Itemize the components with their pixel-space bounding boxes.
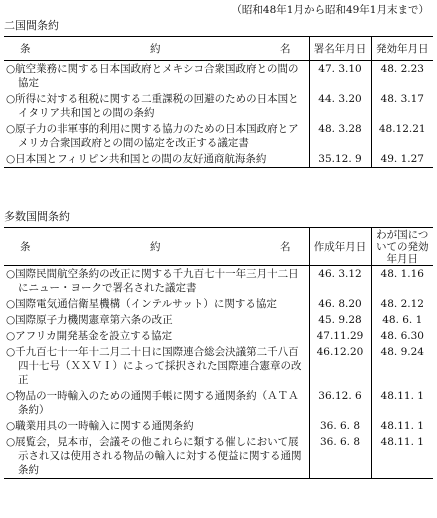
- table-row: [4, 328, 433, 344]
- date-1: 48. 3.28: [309, 121, 371, 151]
- period-note: （昭和48年1月から昭和49年1月末まで）: [231, 4, 429, 16]
- treaty-title: ○千九百七十一年十二月二十日に国際連合総会決議第二千八百四十七号（ＸＸＶＩ）によって採択された国際連合憲章の改正: [6, 346, 302, 386]
- date-2: 48. 2.23: [371, 61, 433, 92]
- treaty-title: ○国際電気通信衛星機構（インテルサット）に関する協定: [6, 298, 277, 310]
- multilateral-table: [4, 227, 433, 479]
- table-row: [4, 91, 433, 121]
- date-1: 44. 3.20: [309, 91, 371, 121]
- date-2: 48.12.21: [371, 121, 433, 151]
- treaty-title: ○物品の一時輸入のための通関手帳に関する通関条約（ＡＴＡ条約）: [6, 390, 299, 416]
- table-row: [4, 312, 433, 328]
- date-1: 46. 8.20: [309, 296, 371, 312]
- date-1: 46.12.20: [309, 344, 371, 388]
- date-2: 48. 6.30: [371, 328, 433, 344]
- treaty-title: ○アフリカ開発基金を設立する協定: [6, 330, 173, 342]
- bilateral-heading: 二国間条約: [4, 19, 59, 32]
- date-1: 36. 6. 8: [309, 418, 371, 434]
- table-row: [4, 388, 433, 418]
- col-treaty-name: 条 約 名: [4, 37, 309, 61]
- treaty-title: ○所得に対する租税に関する二重課税の回避のための日本国とイタリア共和国との間の条約: [6, 93, 299, 119]
- table-row: [4, 151, 433, 168]
- date-1: 35.12. 9: [309, 151, 371, 168]
- date-2: 48. 3.17: [371, 91, 433, 121]
- date-1: 36. 6. 8: [309, 434, 371, 479]
- date-1: 47.11.29: [309, 328, 371, 344]
- table-row: [4, 61, 433, 92]
- date-2: 48. 9.24: [371, 344, 433, 388]
- treaty-title: ○原子力の非軍事的利用に関する協力のための日本国政府とアメリカ合衆国政府との間の協定を改正する議定書: [6, 123, 299, 149]
- col-effective-date: 発効年月日: [371, 37, 433, 61]
- date-1: 45. 9.28: [309, 312, 371, 328]
- col-effective-date-japan: わが国についての発効年月日: [371, 228, 433, 266]
- date-2: 48. 6. 1: [371, 312, 433, 328]
- bilateral-table: [4, 36, 433, 168]
- date-2: 49. 1.27: [371, 151, 433, 168]
- treaty-title: ○展覧会，見本市，会議その他これらに類する催しにおいて展示され又は使用される物品の輸入に対する便益に関する通関条約: [4, 434, 309, 479]
- treaty-title: ○国際民間航空条約の改正に関する千九百七十一年三月十二日にニュー・ヨークで署名された議定書: [6, 268, 299, 294]
- col-made-date: 作成年月日: [309, 228, 371, 266]
- table-row: [4, 296, 433, 312]
- date-1: 46. 3.12: [309, 266, 371, 297]
- table-row: [4, 266, 433, 297]
- table-row: [4, 344, 433, 388]
- date-2: 48.11. 1: [371, 388, 433, 418]
- table-row: [4, 418, 433, 434]
- date-1: 47. 3.10: [309, 61, 371, 92]
- col-treaty-name: 条 約 名: [4, 228, 309, 266]
- date-2: 48. 2.12: [371, 296, 433, 312]
- treaty-title: ○国際原子力機関憲章第六条の改正: [6, 314, 173, 326]
- date-2: 48. 1.16: [371, 266, 433, 297]
- date-1: 36.12. 6: [309, 388, 371, 418]
- multilateral-heading: 多数国間条約: [4, 210, 70, 223]
- col-signed-date: 署名年月日: [309, 37, 371, 61]
- treaty-title: ○航空業務に関する日本国政府とメキシコ合衆国政府との間の協定: [6, 63, 299, 89]
- table-row: [4, 121, 433, 151]
- date-2: 48.11. 1: [371, 434, 433, 479]
- date-2: 48.11. 1: [371, 418, 433, 434]
- treaty-title: ○日本国とフィリピン共和国との間の友好通商航海条約: [4, 151, 309, 168]
- treaty-title: ○職業用具の一時輸入に関する通関条約: [6, 420, 194, 432]
- table-row: [4, 434, 433, 479]
